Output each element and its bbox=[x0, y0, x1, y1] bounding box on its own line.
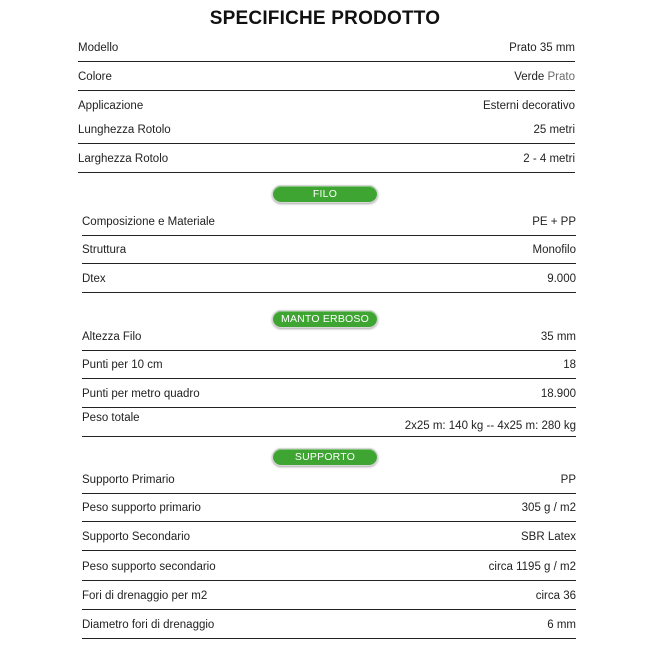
spec-label: Applicazione bbox=[78, 100, 144, 112]
spec-row-larghezza-rotolo bbox=[78, 145, 575, 173]
spec-row-peso-supporto-primario bbox=[82, 494, 576, 522]
page-title: SPECIFICHE PRODOTTO bbox=[209, 8, 441, 29]
spec-label: Colore bbox=[78, 70, 112, 83]
spec-value: circa 1195 g / m2 bbox=[488, 560, 576, 573]
spec-value: PP bbox=[560, 473, 576, 486]
section-header-filo: FILO bbox=[272, 185, 378, 203]
spec-label: Peso supporto primario bbox=[82, 501, 201, 514]
spec-label: Supporto Primario bbox=[82, 473, 175, 486]
spec-value: 305 g / m2 bbox=[521, 501, 576, 514]
spec-value: 2 - 4 metri bbox=[523, 152, 575, 165]
spec-row-composizione bbox=[82, 208, 576, 236]
spec-label: Fori di drenaggio per m2 bbox=[82, 589, 208, 602]
spec-label: Larghezza Rotolo bbox=[78, 152, 169, 165]
spec-row-struttura bbox=[82, 236, 576, 264]
spec-row-punti-10cm bbox=[82, 351, 576, 379]
spec-row-lunghezza-rotolo bbox=[78, 116, 575, 144]
spec-label: Altezza Filo bbox=[82, 330, 142, 343]
spec-value: circa 36 bbox=[535, 589, 576, 602]
spec-value: Esterni decorativo bbox=[482, 100, 575, 112]
section-header-manto-erboso: MANTO ERBOSO bbox=[272, 310, 378, 328]
spec-value: 18 bbox=[563, 358, 576, 371]
spec-value: Prato 35 mm bbox=[509, 41, 575, 54]
spec-value: 6 mm bbox=[547, 618, 576, 631]
spec-row-modello bbox=[78, 34, 575, 62]
spec-label: Supporto Secondario bbox=[82, 530, 191, 543]
spec-row-diametro-fori bbox=[82, 611, 576, 639]
spec-row-dtex bbox=[82, 265, 576, 293]
spec-row-altezza-filo bbox=[82, 323, 576, 351]
spec-row-supporto-primario bbox=[82, 466, 576, 494]
spec-label: Struttura bbox=[82, 243, 127, 256]
spec-value bbox=[514, 71, 575, 83]
spec-value: SBR Latex bbox=[521, 530, 576, 543]
spec-value-muted: Prato bbox=[547, 70, 575, 83]
spec-value: 35 mm bbox=[540, 330, 576, 343]
spec-label: Diametro fori di drenaggio bbox=[82, 618, 215, 631]
spec-value: 18.900 bbox=[540, 387, 576, 400]
spec-value: Monofilo bbox=[532, 243, 576, 256]
spec-value-main: Verde bbox=[514, 70, 545, 83]
spec-row-fori-drenaggio bbox=[82, 582, 576, 610]
spec-value: PE + PP bbox=[532, 215, 576, 228]
spec-row-peso-supporto-secondario bbox=[82, 553, 576, 581]
spec-label: Peso supporto secondario bbox=[82, 560, 216, 573]
spec-value: 25 metri bbox=[533, 123, 575, 136]
spec-label: Punti per metro quadro bbox=[82, 387, 200, 400]
spec-row-punti-mq bbox=[82, 380, 576, 408]
spec-label: Composizione e Materiale bbox=[82, 215, 215, 228]
spec-value: 2x25 m: 140 kg -- 4x25 m: 280 kg bbox=[404, 420, 576, 432]
spec-value: 9.000 bbox=[547, 272, 576, 285]
spec-label: Lunghezza Rotolo bbox=[78, 123, 171, 136]
spec-row-supporto-secondario bbox=[82, 523, 576, 551]
spec-label: Dtex bbox=[82, 272, 106, 285]
spec-row-peso-totale bbox=[82, 407, 576, 437]
section-header-supporto: SUPPORTO bbox=[272, 448, 378, 466]
spec-label: Punti per 10 cm bbox=[82, 358, 163, 371]
spec-row-colore bbox=[78, 63, 575, 91]
spec-label: Modello bbox=[78, 41, 119, 54]
spec-label: Peso totale bbox=[82, 412, 140, 424]
